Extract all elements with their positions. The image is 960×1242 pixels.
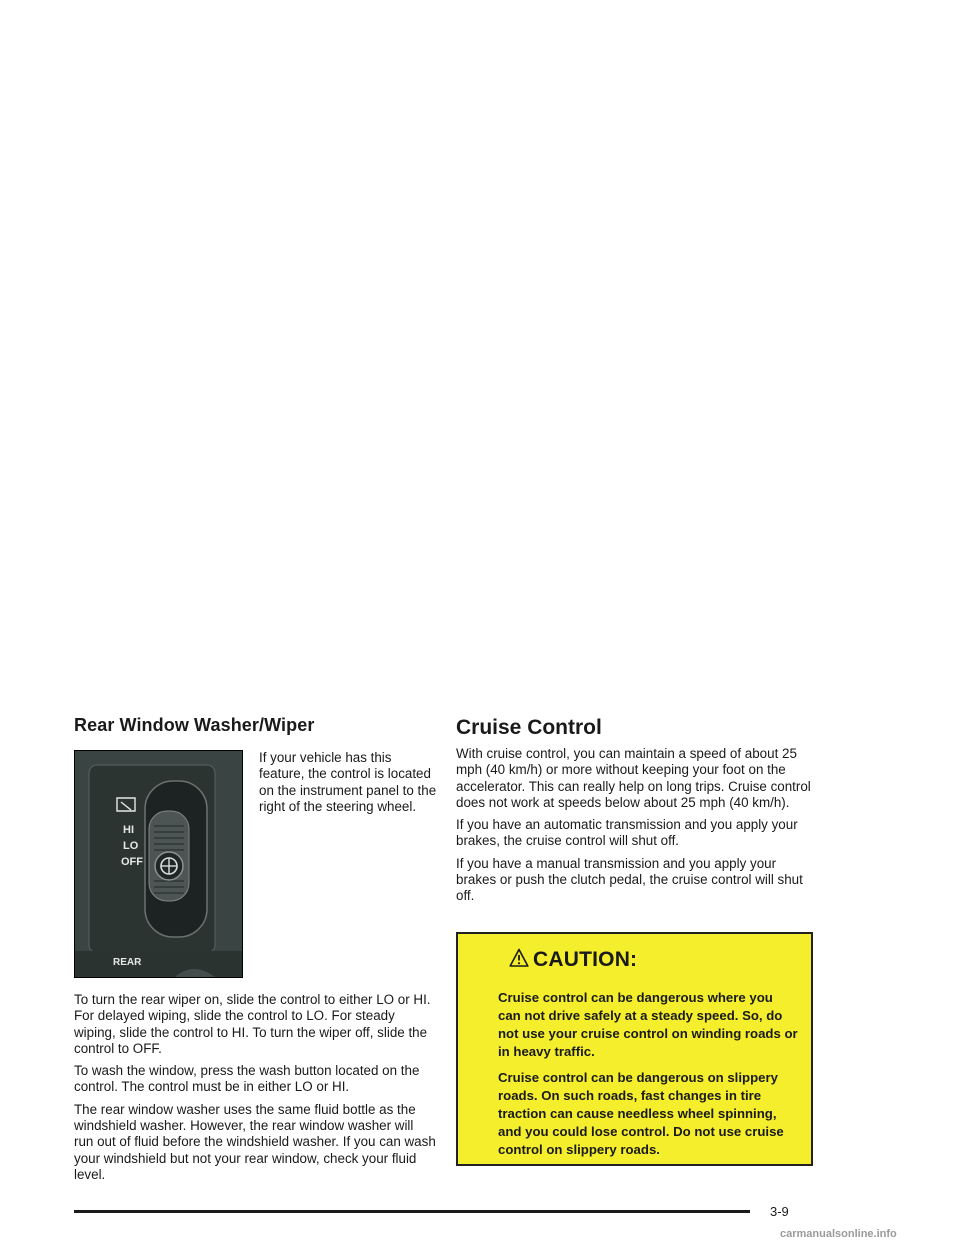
photo-label-rear: REAR xyxy=(113,957,142,968)
cruise-paragraph-3: If you have a manual transmission and you apply your brakes or push the clutch pedal, the cruise control will shut off. xyxy=(456,855,803,904)
footer-rule xyxy=(74,1210,750,1213)
photo-row xyxy=(74,750,436,992)
section-heading-rear-wiper: Rear Window Washer/Wiper xyxy=(74,715,315,735)
photo-label-lo: LO xyxy=(123,840,139,852)
cruise-paragraph-1: With cruise control, you can maintain a speed of about 25 mph (40 km/h) or more without keeping your foot on the accelerator. This can really help on long trips. Cruise control does not work at speeds below about 25 mph (40 km/h). xyxy=(456,746,811,810)
cruise-paragraph-2: If you have an automatic transmission and you apply your brakes, the cruise control will shut off. xyxy=(456,817,798,849)
rear-wiper-body xyxy=(74,992,436,1183)
caution-body xyxy=(460,989,809,1162)
section-heading-cruise-control: Cruise Control xyxy=(456,716,602,739)
warning-triangle-icon xyxy=(509,948,529,973)
rear-wiper-section xyxy=(74,714,436,1183)
caution-header xyxy=(509,946,811,974)
caution-box xyxy=(456,932,813,1166)
caution-paragraph-2: Cruise control can be dangerous on slippery roads. On such roads, fast changes in tire traction can cause needless wheel spinning, and you could lose control. Do not use cruise control on slippery roads. xyxy=(498,1070,784,1157)
watermark: carmanualsonline.info xyxy=(780,1228,897,1240)
caution-title: CAUTION: xyxy=(533,948,638,971)
page-number: 3-9 xyxy=(770,1204,789,1219)
cruise-control-section xyxy=(456,714,816,905)
rear-wiper-paragraph-1: To turn the rear wiper on, slide the control to either LO or HI. For delayed wiping, slide the control to LO. For steady wiping, slide the control to HI. To turn the wiper off, slide the control to OFF. xyxy=(74,992,431,1056)
wiper-control-photo xyxy=(74,750,243,978)
rear-wiper-paragraph-3: The rear window washer uses the same fluid bottle as the windshield washer. However, the rear window washer will run out of fluid before the windshield washer. If you can wash your windshield but not your rear window, check your fluid level. xyxy=(74,1101,436,1182)
photo-caption: If your vehicle has this feature, the control is located on the instrument panel to the right of the steering wheel. xyxy=(259,750,437,814)
caution-paragraph-1: Cruise control can be dangerous where you can not drive safely at a steady speed. So, do not use your cruise control on winding roads or in heavy traffic. xyxy=(498,990,798,1059)
photo-label-off: OFF xyxy=(121,856,143,868)
photo-label-hi: HI xyxy=(123,824,134,836)
rear-wiper-paragraph-2: To wash the window, press the wash button located on the control. The control must be in either LO or HI. xyxy=(74,1063,420,1095)
